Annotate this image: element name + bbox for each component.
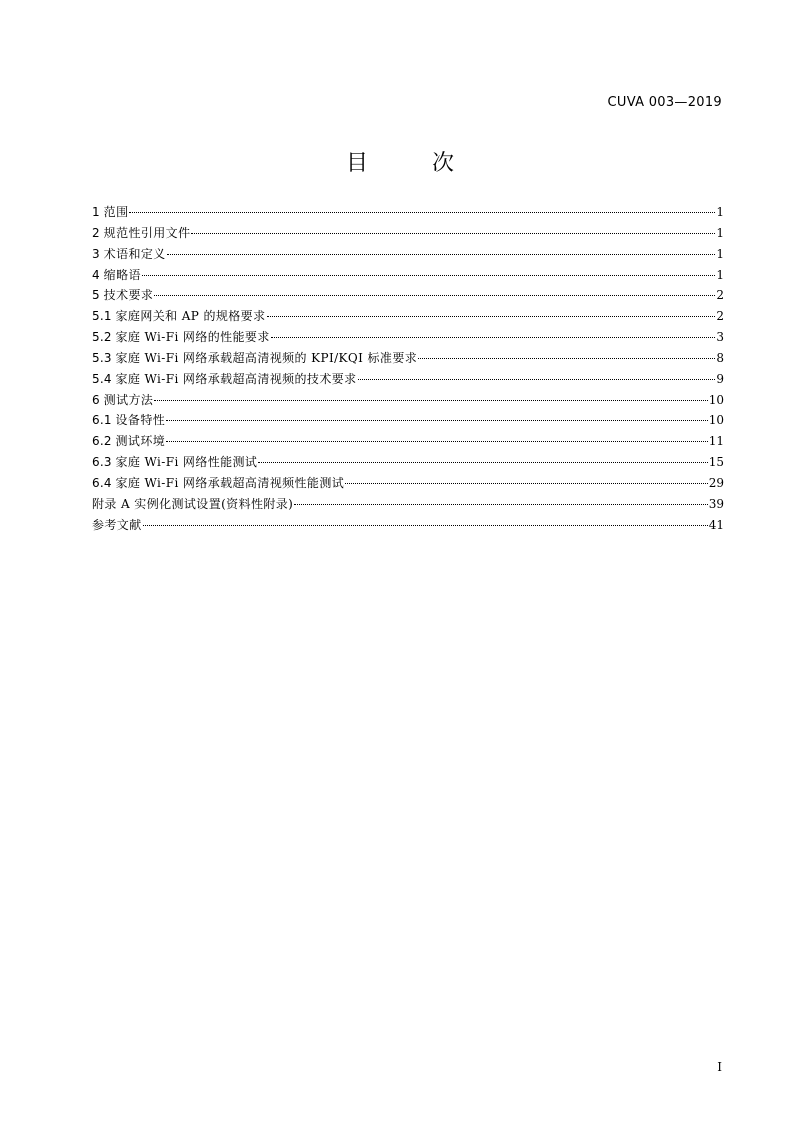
toc-entry-title: 技术要求: [103, 288, 154, 303]
toc-entry-page: 1: [716, 225, 724, 240]
toc-entry-page: 9: [716, 371, 724, 386]
toc-leader-dots: [294, 504, 707, 505]
toc-entry-page: 3: [716, 330, 724, 345]
table-of-contents: [92, 202, 724, 536]
toc-entry-page: 1: [716, 267, 724, 282]
toc-entry-number: 5.1: [92, 309, 112, 324]
toc-leader-dots: [271, 337, 716, 338]
toc-entry-page: 15: [708, 455, 724, 470]
toc-entry-page: 2: [716, 288, 724, 303]
toc-entry-page: 41: [708, 517, 724, 532]
toc-entry-page: 1: [716, 246, 724, 261]
toc-entry-number: 5.3: [92, 350, 112, 365]
toc-entry[interactable]: [92, 327, 724, 348]
toc-entry-title: 范围: [103, 205, 129, 219]
toc-entry-title: 附录 A 实例化测试设置(资料性附录): [92, 496, 294, 511]
toc-entry-title: 规范性引用文件: [103, 225, 191, 240]
toc-leader-dots: [166, 441, 708, 442]
toc-entry-number: 2: [92, 225, 100, 240]
page-number: I: [717, 1060, 722, 1074]
toc-entry-page: 1: [716, 205, 724, 219]
toc-entry-title: 家庭 Wi-Fi 网络的性能要求: [115, 330, 270, 345]
toc-leader-dots: [258, 462, 707, 463]
toc-entry-title: 家庭 Wi-Fi 网络性能测试: [115, 455, 258, 470]
toc-entry-number: 6.4: [92, 475, 112, 490]
toc-entry-number: 3: [92, 246, 100, 261]
toc-entry-title: 参考文献: [92, 517, 142, 532]
toc-leader-dots: [267, 316, 716, 317]
toc-entry-title: 家庭 Wi-Fi 网络承载超高清视频性能测试: [115, 475, 345, 490]
page-title: [0, 146, 800, 177]
toc-entry-page: 10: [708, 413, 724, 428]
toc-entry[interactable]: [92, 369, 724, 390]
toc-entry[interactable]: [92, 452, 724, 473]
toc-entry-number: 6.2: [92, 434, 112, 449]
toc-entry-number: 6.1: [92, 413, 112, 428]
toc-entry[interactable]: [92, 431, 724, 452]
toc-entry[interactable]: [92, 348, 724, 369]
document-code: CUVA 003—2019: [607, 95, 722, 110]
toc-entry[interactable]: [92, 494, 724, 515]
toc-leader-dots: [358, 379, 716, 380]
toc-entry[interactable]: [92, 265, 724, 286]
toc-leader-dots: [167, 254, 716, 255]
toc-entry-page: 8: [716, 350, 724, 365]
toc-entry-title: 设备特性: [115, 413, 166, 428]
toc-leader-dots: [154, 295, 715, 296]
toc-entry-number: 6: [92, 392, 100, 407]
toc-entry[interactable]: [92, 244, 724, 265]
toc-leader-dots: [345, 483, 708, 484]
toc-entry-title: 测试方法: [103, 392, 154, 407]
toc-entry-number: 5.4: [92, 371, 112, 386]
toc-leader-dots: [129, 212, 715, 213]
toc-entry-page: 29: [708, 475, 724, 490]
toc-entry-page: 10: [708, 392, 724, 407]
toc-entry-number: 4: [92, 267, 100, 282]
toc-entry[interactable]: [92, 223, 724, 244]
toc-entry[interactable]: [92, 515, 724, 536]
toc-leader-dots: [142, 275, 715, 276]
toc-entry[interactable]: [92, 202, 724, 223]
toc-leader-dots: [166, 420, 708, 421]
toc-entry-page: 11: [708, 434, 724, 449]
toc-entry-title: 缩略语: [103, 267, 141, 282]
toc-entry-title: 家庭网关和 AP 的规格要求: [115, 309, 266, 324]
toc-leader-dots: [418, 358, 715, 359]
toc-entry-title: 术语和定义: [103, 246, 166, 261]
title-char-1: 目: [345, 151, 368, 176]
toc-entry-page: 2: [716, 309, 724, 324]
toc-entry[interactable]: [92, 285, 724, 306]
toc-entry[interactable]: [92, 410, 724, 431]
toc-entry-title: 家庭 Wi-Fi 网络承载超高清视频的技术要求: [115, 371, 357, 386]
toc-entry[interactable]: [92, 473, 724, 494]
title-char-2: 次: [432, 151, 455, 176]
toc-entry[interactable]: [92, 306, 724, 327]
toc-leader-dots: [143, 525, 708, 526]
toc-entry-number: 1: [92, 205, 100, 219]
toc-entry-page: 39: [708, 496, 724, 511]
toc-leader-dots: [191, 233, 715, 234]
toc-entry-title: 测试环境: [115, 434, 166, 449]
toc-entry[interactable]: [92, 390, 724, 411]
toc-entry-number: 6.3: [92, 455, 112, 470]
toc-entry-title: 家庭 Wi-Fi 网络承载超高清视频的 KPI/KQI 标准要求: [115, 350, 418, 365]
toc-entry-number: 5: [92, 288, 100, 303]
toc-leader-dots: [154, 400, 707, 401]
toc-entry-number: 5.2: [92, 330, 112, 345]
